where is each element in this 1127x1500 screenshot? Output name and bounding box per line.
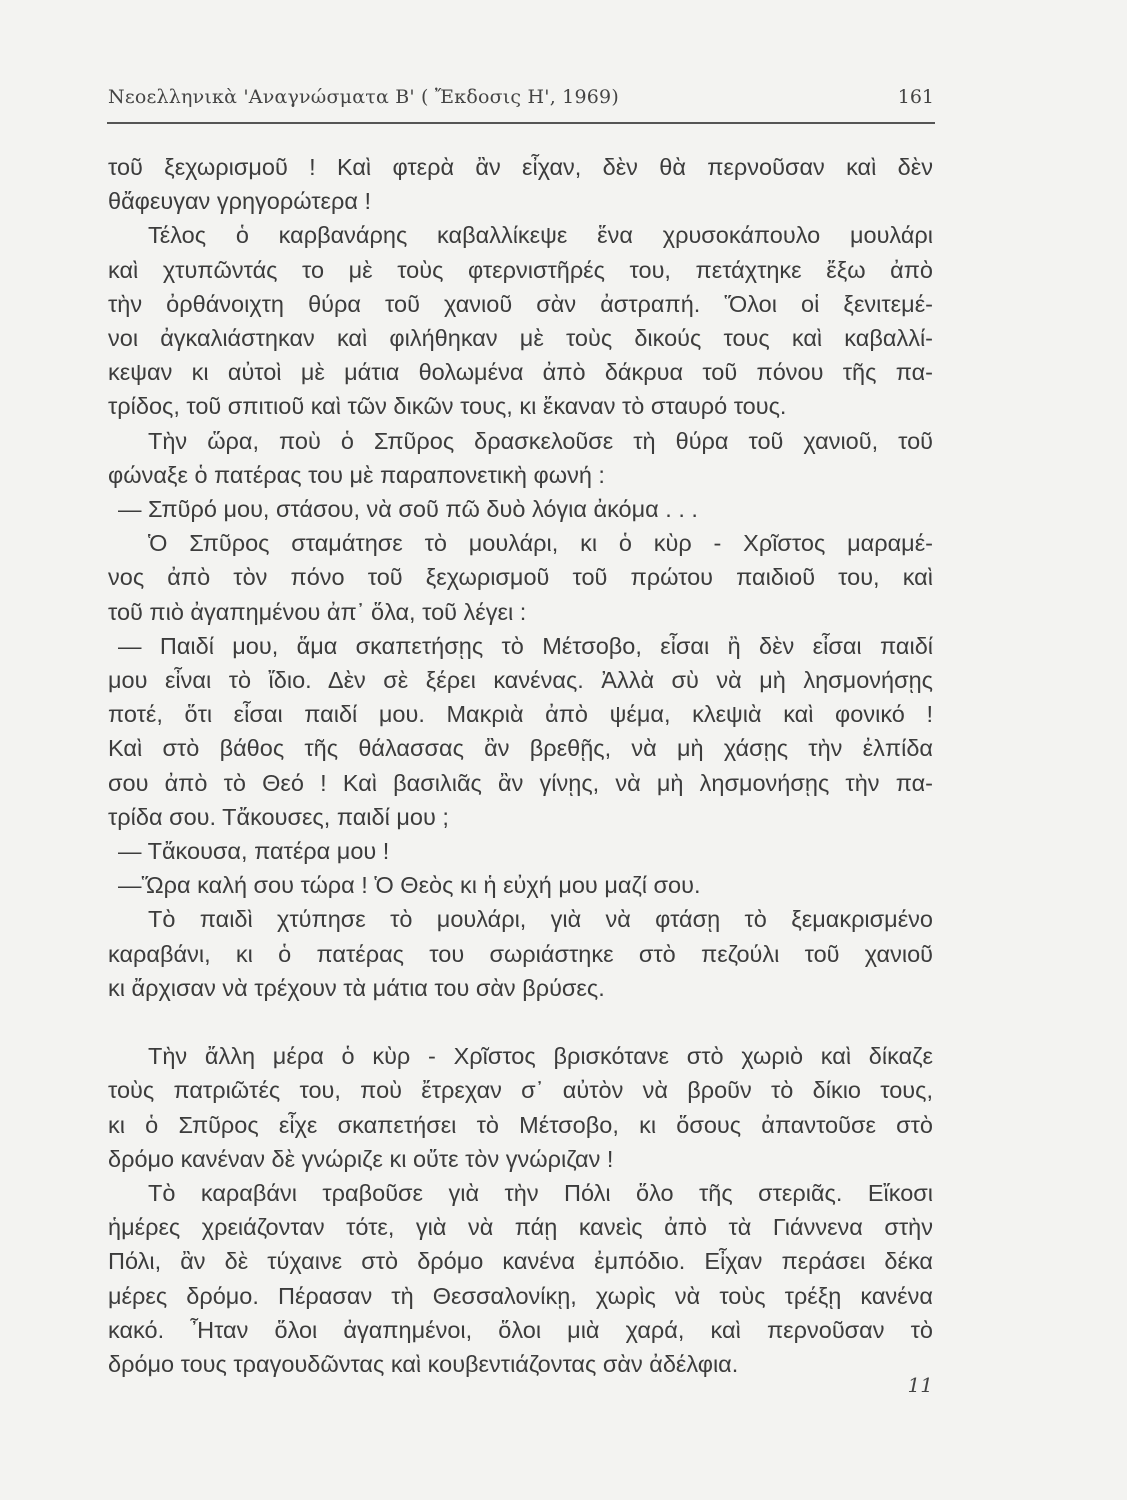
running-header-title: Νεοελληνικὰ 'Αναγνώσματα Β' ( Ἔκδοσις Η', 1969) (108, 86, 619, 108)
text-line: κι ἄρχισαν νὰ τρέχουν τὰ μάτια του σὰν βρύσες. (108, 974, 605, 1001)
dialogue-line: — Σπῦρό μου, στάσου, νὰ σοῦ πῶ δυὸ λόγια ἀκόμα . . . (118, 496, 698, 522)
text-line: Πόλι, ἂν δὲ τύχαινε στὸ δρόμο κανένα ἐμπόδιο. Εἶχαν περάσει δέκα (108, 1248, 933, 1275)
text-line: Τὴν ὥρα, ποὺ ὁ Σπῦρος δρασκελοῦσε τὴ θύρα τοῦ χανιοῦ, τοῦ (148, 427, 933, 454)
text-line: καὶ χτυπῶντάς το μὲ τοὺς φτερνιστῆρές του, πετάχτηκε ἔξω ἀπὸ (108, 256, 933, 283)
text-line: τοῦ πιὸ ἀγαπημένου ἀπ᾿ ὅλα, τοῦ λέγει : (108, 598, 527, 625)
dialogue-line: σου ἀπὸ τὸ Θεό ! Καὶ βασιλιᾶς ἂν γίνῃς, νὰ μὴ λησμονήσῃς τὴν πα- (108, 769, 933, 796)
dialogue-line: μου εἶναι τὸ ἴδιο. Δὲν σὲ ξέρει κανένας. Ἀλλὰ σὺ νὰ μὴ λησμονήσῃς (108, 667, 933, 693)
text-line: φώναξε ὁ πατέρας του μὲ παραπονετικὴ φωνή : (108, 461, 605, 488)
dialogue-line: —Ὥρα καλή σου τώρα ! Ὁ Θεὸς κι ἡ εὐχή μου μαζί σου. (118, 872, 701, 899)
text-line: καραβάνι, κι ὁ πατέρας του σωριάστηκε στὸ πεζούλι τοῦ χανιοῦ (108, 940, 933, 967)
page-number: 161 (897, 86, 934, 108)
text-line: θἄφευγαν γρηγορώτερα ! (108, 188, 371, 215)
text-line: Τὸ καραβάνι τραβοῦσε γιὰ τὴν Πόλι ὅλο τῆς στεριᾶς. Εἴκοσι (148, 1180, 933, 1206)
dialogue-line: τρίδα σου. Τἄκουσες, παιδί μου ; (108, 803, 449, 830)
text-line: ἡμέρες χρειάζονταν τότε, γιὰ νὰ πάῃ κανεὶς ἀπὸ τὰ Γιάννενα στὴν (108, 1214, 933, 1241)
text-line: δρόμο κανέναν δὲ γνώριζε κι οὔτε τὸν γνώριζαν ! (108, 1145, 614, 1172)
text-line: Ὁ Σπῦρος σταμάτησε τὸ μουλάρι, κι ὁ κὺρ - Χρῖστος μαραμέ- (148, 530, 933, 557)
text-line: τρίδος, τοῦ σπιτιοῦ καὶ τῶν δικῶν τους, κι ἔκαναν τὸ σταυρό τους. (108, 393, 787, 420)
dialogue-line: — Παιδί μου, ἅμα σκαπετήσῃς τὸ Μέτσοβο, εἶσαι ἢ δὲν εἶσαι παιδί (118, 632, 933, 659)
text-line: νοι ἀγκαλιάστηκαν καὶ φιλήθηκαν μὲ τοὺς δικούς τους καὶ καβαλλί- (108, 325, 933, 351)
text-line: νος ἀπὸ τὸν πόνο τοῦ ξεχωρισμοῦ τοῦ πρώτου παιδιοῦ του, καὶ (108, 564, 933, 591)
text-line: Τὴν ἄλλη μέρα ὁ κὺρ - Χρῖστος βρισκότανε στὸ χωριὸ καὶ δίκαζε (148, 1043, 933, 1070)
text-line: τοὺς πατριῶτές του, ποὺ ἔτρεχαν σ᾿ αὐτὸν νὰ βροῦν τὸ δίκιο τους, (108, 1077, 933, 1104)
signature-mark: 11 (907, 1373, 933, 1397)
text-line: κεψαν κι αὐτοὶ μὲ μάτια θολωμένα ἀπὸ δάκρυα τοῦ πόνου τῆς πα- (108, 359, 933, 386)
text-line: Τὸ παιδὶ χτύπησε τὸ μουλάρι, γιὰ νὰ φτάσῃ τὸ ξεμακρισμένο (148, 906, 933, 933)
dialogue-line: Καὶ στὸ βάθος τῆς θάλασσας ἂν βρεθῇς, νὰ μὴ χάσῃς τὴν ἐλπίδα (108, 735, 933, 762)
text-line: Τέλος ὁ καρβανάρης καβαλλίκεψε ἕνα χρυσοκάπουλο μουλάρι (148, 222, 933, 249)
text-line: μέρες δρόμο. Πέρασαν τὴ Θεσσαλονίκῃ, χωρὶς νὰ τοὺς τρέξῃ κανένα (108, 1282, 933, 1309)
text-line: κακό. Ἦταν ὅλοι ἀγαπημένοι, ὅλοι μιὰ χαρά, καὶ περνοῦσαν τὸ (108, 1316, 933, 1343)
text-line: τοῦ ξεχωρισμοῦ ! Καὶ φτερὰ ἂν εἶχαν, δὲν θὰ περνοῦσαν καὶ δὲν (108, 154, 933, 180)
text-line: κι ὁ Σπῦρος εἶχε σκαπετήσει τὸ Μέτσοβο, κι ὅσους ἀπαντοῦσε στὸ (108, 1111, 933, 1138)
text-line: δρόμο τους τραγουδῶντας καὶ κουβεντιάζοντας σὰν ἀδέλφια. (108, 1351, 739, 1377)
dialogue-line: — Τἄκουσα, πατέρα μου ! (118, 838, 390, 864)
dialogue-line: ποτέ, ὅτι εἶσαι παιδί μου. Μακριὰ ἀπὸ ψέμα, κλεψιὰ καὶ φονικό ! (108, 701, 933, 728)
text-line: τὴν ὀρθάνοιχτη θύρα τοῦ χανιοῦ σὰν ἀστραπή. Ὅλοι οἱ ξενιτεμέ- (108, 290, 933, 317)
